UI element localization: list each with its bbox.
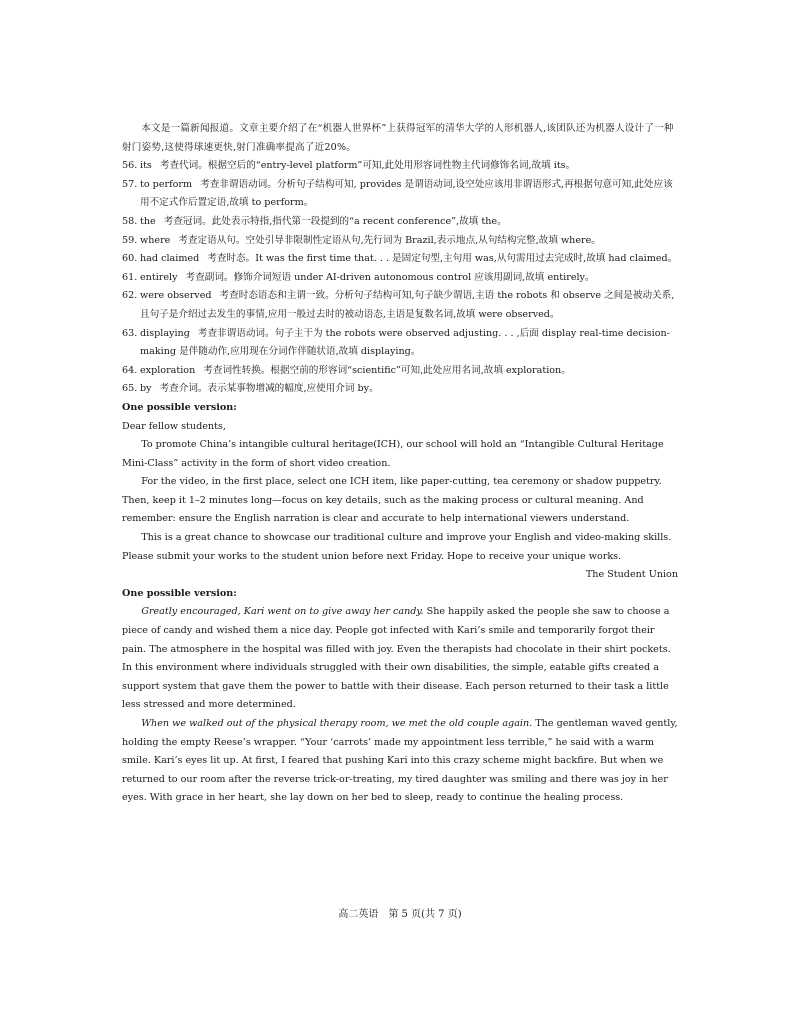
answer-word: to perform bbox=[140, 178, 193, 190]
answer-number: 63. bbox=[122, 327, 138, 339]
answer-explanation: 考查代词。根据空后的“entry-level platform”可知,此处用形容词性物主代词修饰名词,故填 its。 bbox=[159, 160, 576, 172]
answer-word: entirely bbox=[140, 271, 178, 283]
section-heading: One possible version: bbox=[122, 401, 237, 413]
salutation: Dear fellow students, bbox=[122, 420, 226, 432]
section-heading: One possible version: bbox=[122, 587, 237, 599]
answer-word: exploration bbox=[140, 364, 196, 376]
answer-explanation: 考查时态语态和主谓一致。分析句子结构可知,句子缺少谓语,主语 the robots 和 observe 之间是被动关系,且句子是介绍过去发生的事情,应用一般过去时的被动语态,主语是复数名词,故填 were observed。 bbox=[140, 290, 675, 320]
answer-item bbox=[122, 232, 678, 251]
answer-number: 61. bbox=[122, 271, 138, 283]
signature: The Student Union bbox=[585, 569, 678, 581]
writing-sample-1 bbox=[122, 399, 678, 585]
answer-number: 65. bbox=[122, 383, 138, 395]
answer-explanation: 考查定语从句。空处引导非限制性定语从句,先行词为 Brazil,表示地点,从句结构完整,故填 where。 bbox=[178, 234, 601, 246]
answer-item bbox=[122, 362, 678, 381]
answer-word: had claimed bbox=[140, 253, 200, 265]
answer-word: its bbox=[140, 160, 152, 172]
answer-number: 57. bbox=[122, 178, 138, 190]
answer-word: by bbox=[140, 383, 152, 395]
answer-explanation: 考查冠词。此处表示特指,指代第一段提到的“a recent conference”,故填 the。 bbox=[163, 215, 507, 227]
paragraph-body: She happily asked the people she saw to choose a piece of candy and wished them a nice day. People got infected with Kari’s smile and temporarily forgot their pain. The atmosphere in the hospital was filled with joy. Even the therapists had chocolate in their shirt pockets. In this environment where individuals struggled with their own disabilities, the simple, eatable gifts created a support system that gave them the power to battle with their disease. Each person returned to their task a little less stressed and more determined. bbox=[122, 606, 671, 711]
page-footer: 高二英语 第 5 页(共 7 页) bbox=[338, 909, 462, 920]
answer-word: where bbox=[140, 234, 171, 246]
answer-number: 60. bbox=[122, 253, 138, 265]
paragraph bbox=[122, 715, 678, 808]
answer-explanation: 考查介词。表示某事物增减的幅度,应使用介词 by。 bbox=[159, 383, 379, 395]
answer-item bbox=[122, 325, 678, 362]
answer-number: 64. bbox=[122, 364, 138, 376]
answer-list bbox=[122, 157, 678, 399]
answer-number: 59. bbox=[122, 234, 138, 246]
answer-number: 58. bbox=[122, 215, 138, 227]
answer-item bbox=[122, 176, 678, 213]
answer-item bbox=[122, 250, 678, 269]
answer-word: displaying bbox=[140, 327, 190, 339]
answer-number: 56. bbox=[122, 160, 138, 172]
given-opening-sentence: When we walked out of the physical therapy room, we met the old couple again. bbox=[141, 718, 533, 729]
answer-word: the bbox=[140, 215, 156, 227]
answer-item bbox=[122, 380, 678, 399]
answer-number: 62. bbox=[122, 290, 138, 302]
paragraph: For the video, in the first place, select one ICH item, like paper-cutting, tea ceremony or shadow puppetry. Then, keep it 1–2 minutes long—focus on key details, such as the making process or cultural meaning. And remember: ensure the English narration is clear and accurate to help international viewers understand. bbox=[122, 476, 662, 525]
answer-word: were observed bbox=[140, 290, 212, 302]
paragraph-body: The gentleman waved gently, holding the empty Reese’s wrapper. “Your ‘carrots’ made my appointment less terrible,” he said with a warm smile. Kari’s eyes lit up. At first, I feared that pushing Kari into this crazy scheme might backfire. But when we returned to our room after the reverse trick-or-treating, my tired daughter was smiling and there was joy in her eyes. With grace in her heart, she lay down on her bed to sleep, ready to continue the healing process. bbox=[122, 718, 678, 804]
answer-item bbox=[122, 287, 678, 324]
writing-sample-2 bbox=[122, 585, 678, 808]
passage-summary: 本文是一篇新闻报道。文章主要介绍了在“机器人世界杯”上获得冠军的清华大学的人形机器人,该团队还为机器人设计了一种射门姿势,这使得球速更快,射门准确率提高了近20%。 bbox=[122, 123, 674, 153]
answer-item bbox=[122, 269, 678, 288]
answer-explanation: 考查非谓语动词。句子主干为 the robots were observed adjusting. . . ,后面 display real-time decision-making 是伴随动作,应用现在分词作伴随状语,故填 displaying。 bbox=[140, 327, 670, 358]
answer-item bbox=[122, 157, 678, 176]
paragraph bbox=[122, 603, 678, 715]
answer-explanation: 考查词性转换。根据空前的形容词“scientific”可知,此处应用名词,故填 exploration。 bbox=[203, 364, 571, 376]
paragraph: This is a great chance to showcase our traditional culture and improve your English and video-making skills. Please submit your works to the student union before next Friday. Hope to receive your unique works. bbox=[122, 532, 672, 562]
answer-explanation: 考查非谓语动词。分析句子结构可知, provides 是谓语动词,设空处应该用非谓语形式,再根据句意可知,此处应该用不定式作后置定语,故填 to perform。 bbox=[140, 178, 673, 209]
given-opening-sentence: Greatly encouraged, Kari went on to give away her candy. bbox=[141, 606, 424, 618]
answer-explanation: 考查时态。It was the first time that. . . 是固定句型,主句用 was,从句需用过去完成时,故填 had claimed。 bbox=[207, 253, 678, 265]
paragraph: To promote China’s intangible cultural heritage(ICH), our school will hold an “Intangible Cultural Heritage Mini-Class” activity in the form of short video creation. bbox=[122, 439, 664, 469]
page-content bbox=[122, 120, 678, 808]
answer-item bbox=[122, 213, 678, 232]
answer-explanation: 考查副词。修饰介词短语 under AI-driven autonomous control 应该用副词,故填 entirely。 bbox=[185, 271, 595, 283]
